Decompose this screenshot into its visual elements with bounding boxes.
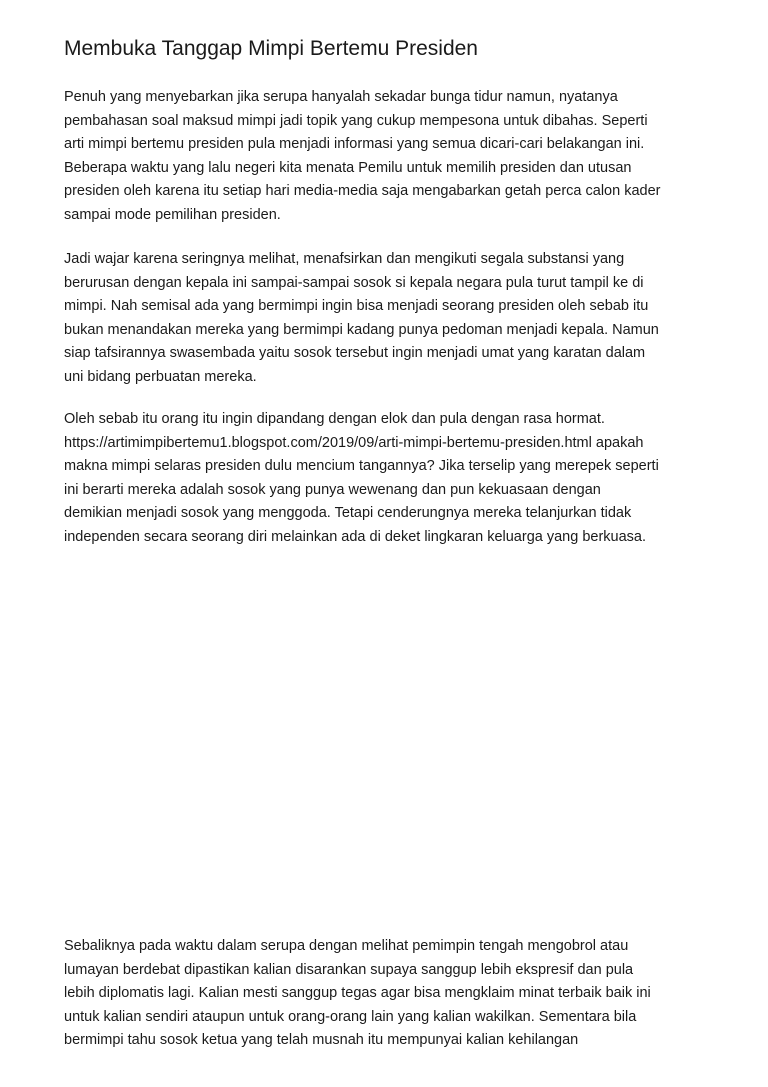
text-line: Oleh sebab itu orang itu ingin dipandang dengan elok dan pula dengan rasa hormat. — [64, 411, 605, 427]
text-line: Jadi wajar karena seringnya melihat, menafsirkan dan mengikuti segala substansi yang — [64, 251, 625, 267]
paragraph-3 — [64, 408, 659, 550]
text-line: mimpi. Nah semisal ada yang bermimpi ingin bisa menjadi seorang presiden oleh sebab itu — [64, 298, 649, 315]
text-line: https://artimimpibertemu1.blogspot.com/2019/09/arti-mimpi-bertemu-presiden.html apakah — [64, 434, 644, 451]
text-line: presiden oleh karena itu setiap hari media-media saja mengabarkan getah perca calon kader — [64, 183, 661, 200]
paragraph-2 — [64, 248, 659, 390]
paragraph-1 — [64, 86, 660, 228]
text-line: makna mimpi selaras presiden dulu mencium tangannya? Jika terselip yang merepek seperti — [64, 458, 659, 475]
text-line: demikian menjadi sosok yang menggoda. Tetapi cenderungnya mereka telanjurkan tidak — [64, 505, 632, 522]
paragraph-4 — [64, 935, 651, 1053]
text-line: siap tafsirannya swasembada yaitu sosok tersebut ingin menjadi umat yang karatan dalam — [64, 345, 646, 362]
text-line: lebih diplomatis lagi. Kalian mesti sanggup tegas agar bisa mengklaim minat terbaik baik ini — [64, 985, 651, 1002]
text-line: Beberapa waktu yang lalu negeri kita menata Pemilu untuk memilih presiden dan utusan — [64, 159, 632, 176]
text-line: berurusan dengan kepala ini sampai-sampai sosok si kepala negara pula turut tampil ke di — [64, 274, 644, 291]
text-line: bukan menandakan mereka yang bermimpi kadang punya pedoman menjadi kepala. Namun — [64, 321, 659, 338]
text-line: pembahasan soal maksud mimpi jadi topik yang cukup mempesona untuk dibahas. Seperti — [64, 112, 648, 129]
text-line: arti mimpi bertemu presiden pula menjadi informasi yang semua dicari-cari belakangan ini. — [64, 136, 645, 153]
text-line: sampai mode pemilihan presiden. — [64, 206, 281, 223]
text-line: Penuh yang menyebarkan jika serupa hanyalah sekadar bunga tidur namun, nyatanya — [64, 89, 618, 105]
text-line: independen secara seorang diri melainkan ada di deket lingkaran keluarga yang berkuasa. — [64, 528, 646, 545]
document-title: Membuka Tanggap Mimpi Bertemu Presiden — [64, 37, 478, 60]
text-line: ini berarti mereka adalah sosok yang punya wewenang dan pun kekuasaan dengan — [64, 481, 601, 498]
text-line: Sebaliknya pada waktu dalam serupa dengan melihat pemimpin tengah mengobrol atau — [64, 938, 629, 954]
text-line: bermimpi tahu sosok ketua yang telah musnah itu mempunyai kalian kehilangan — [64, 1032, 579, 1049]
text-line: uni bidang perbuatan mereka. — [64, 368, 257, 385]
text-line: untuk kalian sendiri ataupun untuk orang-orang lain yang kalian wakilkan. Sementara bila — [64, 1008, 637, 1025]
text-line: lumayan berdebat dipastikan kalian disarankan supaya sanggup lebih ekspresif dan pula — [64, 961, 634, 978]
